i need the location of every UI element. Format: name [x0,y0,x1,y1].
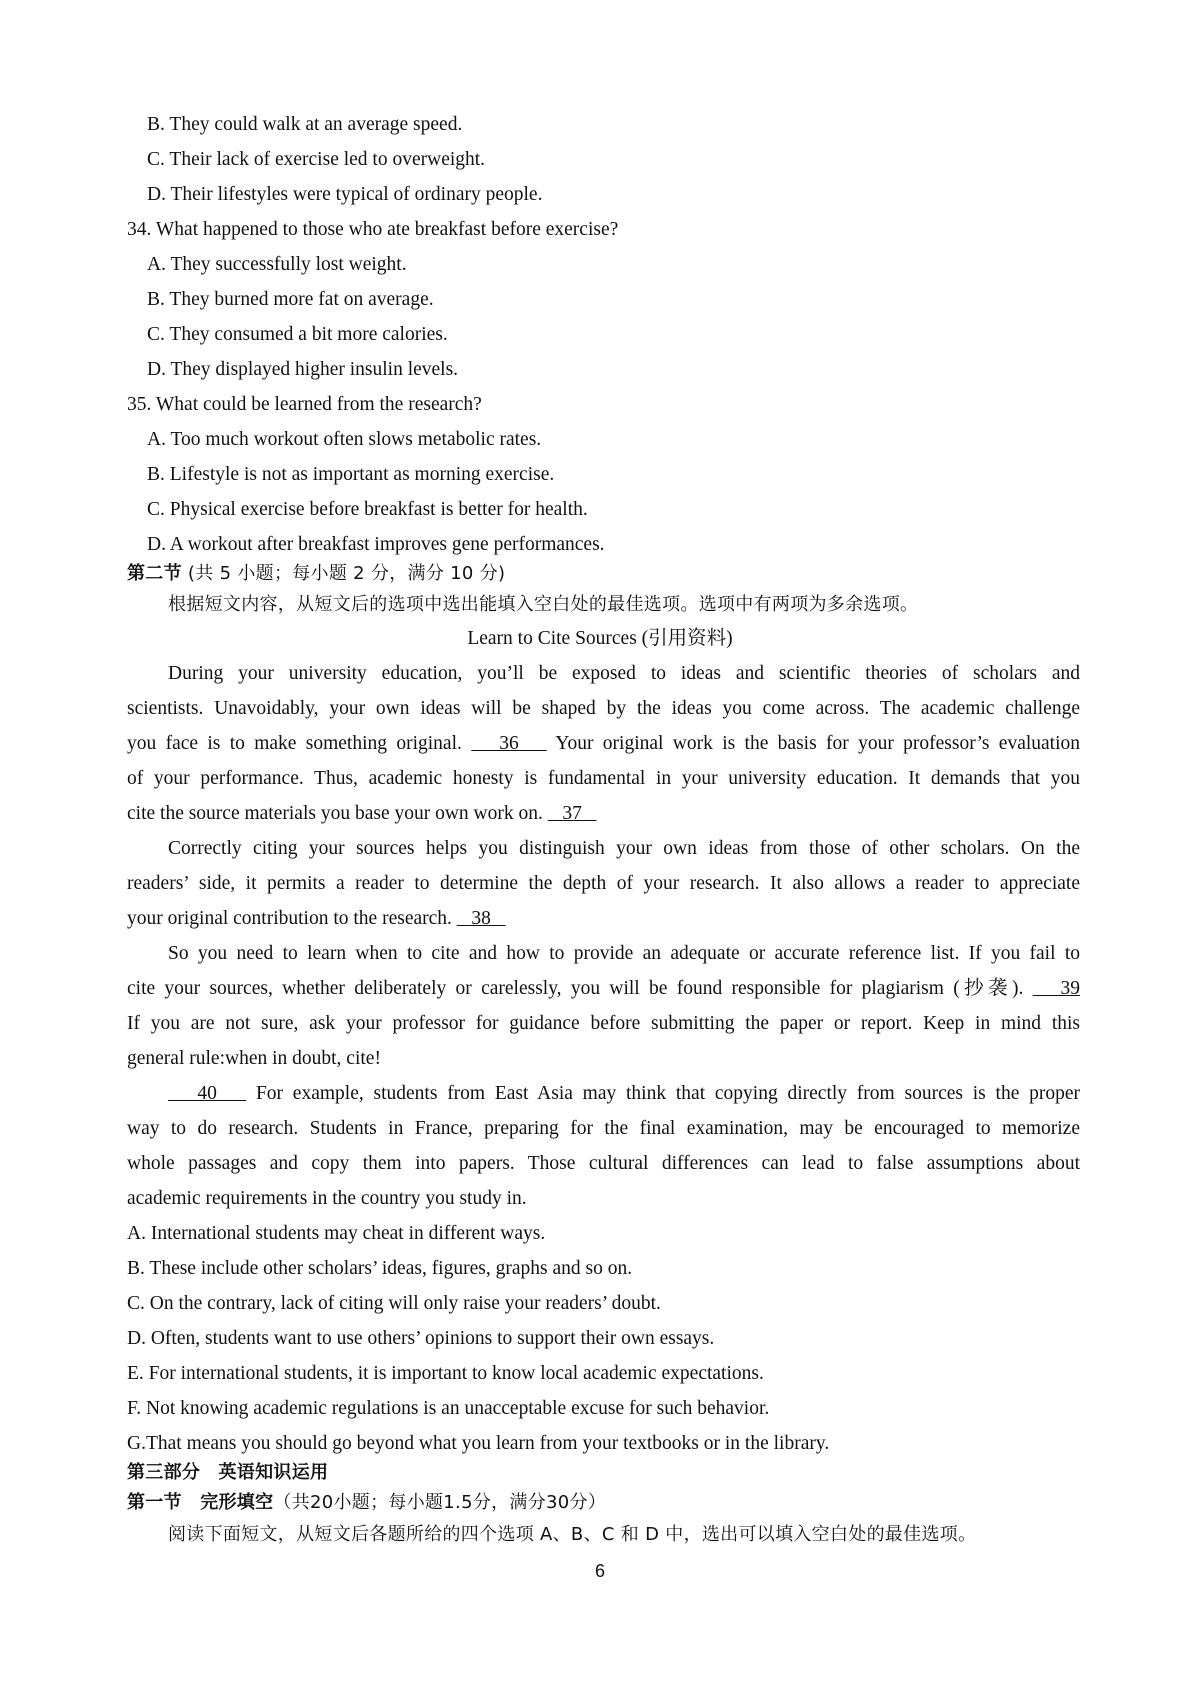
part3-section1-heading [127,1490,606,1516]
passage-line: scientists. Unavoidably, your own ideas will be shaped by the ideas you come across. The academic challenge [127,698,1080,719]
passage-line: readers’ side, it permits a reader to determine the depth of your research. It also allows a reader to appreciate [127,873,1080,894]
section2-instruction: 根据短文内容，从短文后的选项中选出能填入空白处的最佳选项。选项中有两项为多余选项。 [168,594,919,615]
passage-text: For example, students from East Asia may think that copying directly from sources is the proper [255,1083,1081,1104]
blank-38: 38 [456,908,506,929]
passage-text: your original contribution to the research. [127,908,452,929]
passage-text: cite your sources, whether deliberately or carelessly, you will be found responsible for plagiarism (抄袭). [127,978,1024,999]
passage-line [127,976,1080,1002]
blank-37: 37 [547,803,597,824]
option-d: D. Often, students want to use others’ opinions to support their own essays. [127,1328,715,1349]
q33-option-c: C. Their lack of exercise led to overweight. [147,149,486,170]
option-b: B. These include other scholars’ ideas, figures, graphs and so on. [127,1258,633,1279]
part3-section1-scoring: （共20小题；每小题1.5分，满分30分） [273,1492,607,1513]
q33-option-d: D. Their lifestyles were typical of ordinary people. [147,184,543,205]
passage-line: of your performance. Thus, academic honesty is fundamental in your university education. It demands that you [127,768,1080,789]
option-c: C. On the contrary, lack of citing will only raise your readers’ doubt. [127,1293,661,1314]
passage-line: academic requirements in the country you study in. [127,1188,527,1209]
q35-option-d: D. A workout after breakfast improves gene performances. [147,534,605,555]
passage-line: So you need to learn when to cite and how to provide an adequate or accurate reference list. If you fail to [168,943,1080,964]
passage-line [127,906,506,932]
passage-line: During your university education, you’ll be exposed to ideas and scientific theories of scholars and [168,663,1080,684]
q34-stem: 34. What happened to those who ate breakfast before exercise? [127,219,619,240]
q34-option-a: A. They successfully lost weight. [147,254,407,275]
passage-line [127,731,1080,757]
q35-option-c: C. Physical exercise before breakfast is better for health. [147,499,588,520]
section2-heading-label: 第二节 [127,563,182,584]
option-e: E. For international students, it is important to know local academic expectations. [127,1363,764,1384]
part3-heading: 第三部分 英语知识运用 [127,1462,329,1483]
q33-option-b: B. They could walk at an average speed. [147,114,463,135]
q35-stem: 35. What could be learned from the research? [127,394,482,415]
option-f: F. Not knowing academic regulations is an unacceptable excuse for such behavior. [127,1398,770,1419]
section2-heading-scoring: (共 5 小题；每小题 2 分，满分 10 分) [181,563,506,584]
passage-line [168,1081,1080,1107]
q35-option-b: B. Lifestyle is not as important as morning exercise. [147,464,555,485]
q34-option-b: B. They burned more fat on average. [147,289,434,310]
part3-section1-label: 第一节 完形填空 [127,1492,274,1513]
q35-option-a: A. Too much workout often slows metabolic rates. [147,429,542,450]
section2-heading [127,561,505,587]
q34-option-d: D. They displayed higher insulin levels. [147,359,459,380]
blank-39: 39 [1032,978,1081,999]
passage-line: way to do research. Students in France, preparing for the final examination, may be encouraged to memorize [127,1118,1080,1139]
passage-line [127,801,597,827]
blank-40: 40 [168,1083,247,1104]
passage-line: If you are not sure, ask your professor for guidance before submitting the paper or report. Keep in mind this [127,1013,1080,1034]
passage-line: whole passages and copy them into papers. Those cultural differences can lead to false assumptions about [127,1153,1080,1174]
q34-option-c: C. They consumed a bit more calories. [147,324,448,345]
passage-text: cite the source materials you base your own work on. [127,803,543,824]
option-g: G.That means you should go beyond what you learn from your textbooks or in the library. [127,1433,830,1454]
part3-instruction: 阅读下面短文，从短文后各题所给的四个选项 A、B、C 和 D 中，选出可以填入空白处的最佳选项。 [168,1524,977,1545]
blank-36: 36 [471,733,547,754]
passage-text: Your original work is the basis for your professor’s evaluation [555,733,1081,754]
passage-text: you face is to make something original. [127,733,462,754]
option-a: A. International students may cheat in different ways. [127,1223,546,1244]
passage-line: general rule:when in doubt, cite! [127,1048,381,1069]
passage-title: Learn to Cite Sources (引用资料) [467,628,733,649]
passage-line: Correctly citing your sources helps you distinguish your own ideas from those of other scholars. On the [168,838,1080,859]
page-number: 6 [594,1561,605,1581]
